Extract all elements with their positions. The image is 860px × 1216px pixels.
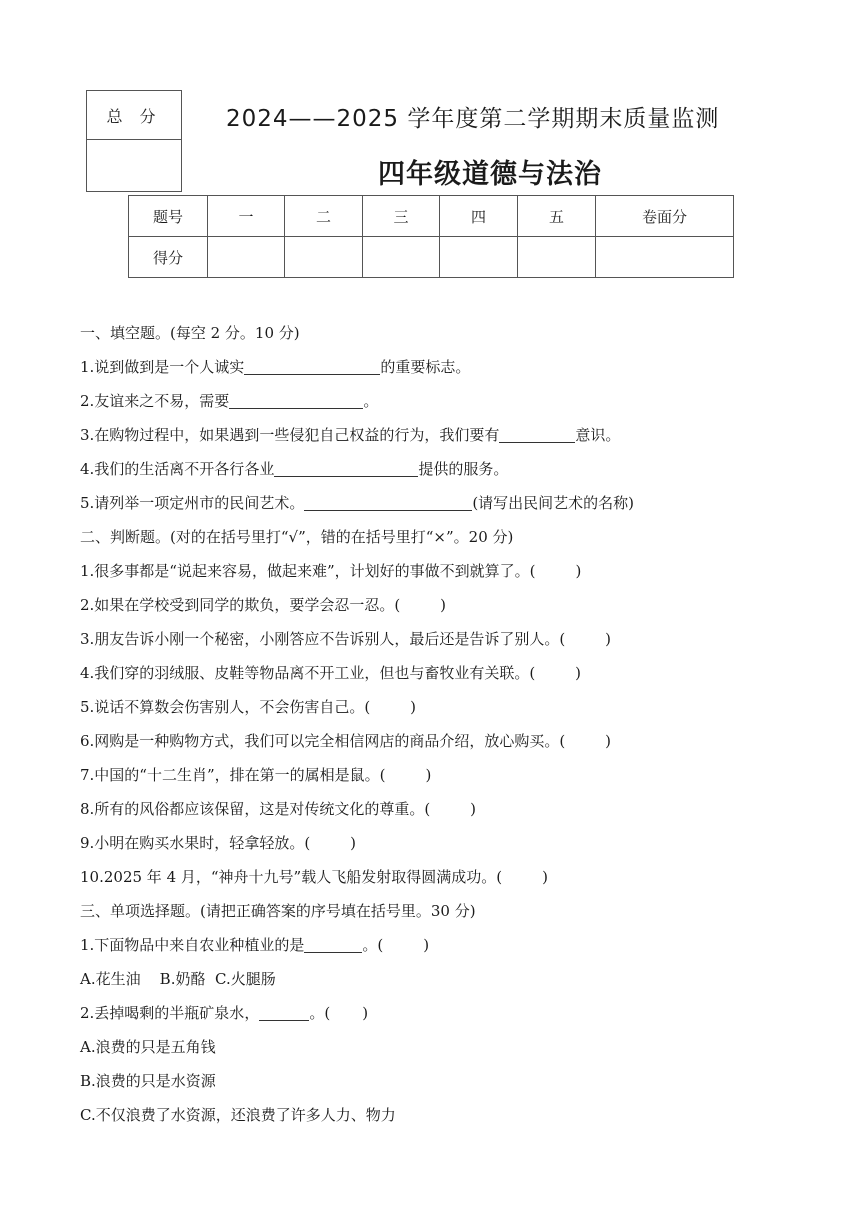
total-score-label: 总 分 <box>87 91 181 140</box>
question-text: 2.如果在学校受到同学的欺负，要学会忍一忍。( <box>80 596 401 614</box>
question-line <box>80 588 820 622</box>
question-text: 10.2025 年 4 月，“神舟十九号”载人飞船发射取得圆满成功。( <box>80 868 503 886</box>
score-cell <box>208 237 285 278</box>
close-paren: ) <box>542 868 548 886</box>
question-line <box>80 928 820 962</box>
question-text: 意识。 <box>575 426 621 444</box>
header-cell: 三 <box>363 196 440 237</box>
score-table-score-row <box>129 237 734 278</box>
question-line <box>80 384 820 418</box>
question-text: 的重要标志。 <box>380 358 471 376</box>
question-text: 1.很多事都是“说起来容易，做起来难”，计划好的事做不到就算了。( <box>80 562 536 580</box>
score-cell <box>596 237 734 278</box>
question-line <box>80 792 820 826</box>
header-cell: 一 <box>208 196 285 237</box>
answer-blank[interactable] <box>304 494 472 511</box>
score-table-header-row <box>129 196 734 237</box>
score-cell <box>363 237 440 278</box>
header-cell: 二 <box>285 196 363 237</box>
close-paren: ) <box>440 596 447 614</box>
section-heading: 二、判断题。(对的在括号里打“√”，错的在括号里打“×”。20 分) <box>80 528 514 546</box>
question-text: 提供的服务。 <box>418 460 509 478</box>
score-table <box>128 195 734 278</box>
score-cell <box>440 237 518 278</box>
question-line <box>80 860 820 894</box>
exam-title: 2024——2025 学年度第二学期期末质量监测 <box>226 106 720 132</box>
question-text: 1.说到做到是一个人诚实 <box>80 358 245 376</box>
question-text: 1.下面物品中来自农业种植业的是 <box>80 936 305 954</box>
question-line <box>80 418 820 452</box>
close-paren: ) <box>423 936 430 954</box>
answer-blank[interactable] <box>259 1004 309 1021</box>
answer-blank[interactable] <box>499 426 575 443</box>
question-text: 4.我们的生活离不开各行各业 <box>80 460 275 478</box>
question-line <box>80 690 820 724</box>
close-paren: ) <box>425 766 432 784</box>
close-paren: ) <box>575 664 582 682</box>
question-text: 5.说话不算数会伤害别人，不会伤害自己。( <box>80 698 371 716</box>
question-text: 。( <box>309 1004 331 1022</box>
score-cell <box>518 237 596 278</box>
question-line <box>80 758 820 792</box>
question-line <box>80 452 820 486</box>
answer-blank[interactable] <box>304 936 362 953</box>
close-paren: ) <box>605 732 612 750</box>
question-content <box>80 316 820 1132</box>
question-line <box>80 724 820 758</box>
question-text: 4.我们穿的羽绒服、皮鞋等物品离不开工业，但也与畜牧业有关联。( <box>80 664 536 682</box>
close-paren: ) <box>410 698 417 716</box>
header-cell: 题号 <box>129 196 208 237</box>
question-line <box>80 656 820 690</box>
section-heading: 一、填空题。(每空 2 分。10 分) <box>80 324 300 342</box>
header-cell: 卷面分 <box>596 196 734 237</box>
close-paren: ) <box>350 834 357 852</box>
question-text: 2.友谊来之不易，需要 <box>80 392 230 410</box>
close-paren: ) <box>362 1004 369 1022</box>
row-label-cell: 得分 <box>129 237 208 278</box>
close-paren: ) <box>605 630 612 648</box>
header-cell: 五 <box>518 196 596 237</box>
answer-blank[interactable] <box>274 460 418 477</box>
question-line <box>80 622 820 656</box>
exam-subtitle: 四年级道德与法治 <box>378 159 602 190</box>
question-text: 2.丢掉喝剩的半瓶矿泉水， <box>80 1004 260 1022</box>
question-text: 8.所有的风俗都应该保留，这是对传统文化的尊重。( <box>80 800 431 818</box>
option-line: A.花生油 B.奶酪 C.火腿肠 <box>80 970 276 988</box>
score-cell <box>285 237 363 278</box>
question-line <box>80 996 820 1030</box>
question-line <box>80 486 820 520</box>
total-score-box <box>86 90 182 192</box>
section-heading: 三、单项选择题。(请把正确答案的序号填在括号里。30 分) <box>80 902 476 920</box>
question-text: 7.中国的“十二生肖”，排在第一的属相是鼠。( <box>80 766 386 784</box>
question-text: 3.在购物过程中，如果遇到一些侵犯自己权益的行为，我们要有 <box>80 426 500 444</box>
close-paren: ) <box>470 800 477 818</box>
question-text: (请写出民间艺术的名称) <box>472 494 635 512</box>
question-text: 5.请列举一项定州市的民间艺术。 <box>80 494 305 512</box>
answer-blank[interactable] <box>244 358 380 375</box>
question-text: 。( <box>362 936 384 954</box>
question-text: 9.小明在购买水果时，轻拿轻放。( <box>80 834 311 852</box>
question-line <box>80 826 820 860</box>
question-text: 。 <box>363 392 379 410</box>
question-line <box>80 350 820 384</box>
option-line: C.不仅浪费了水资源，还浪费了许多人力、物力 <box>80 1106 396 1124</box>
header-cell: 四 <box>440 196 518 237</box>
question-text: 3.朋友告诉小刚一个秘密，小刚答应不告诉别人，最后还是告诉了别人。( <box>80 630 566 648</box>
option-line: B.浪费的只是水资源 <box>80 1072 216 1090</box>
answer-blank[interactable] <box>229 392 363 409</box>
question-line <box>80 554 820 588</box>
option-line: A.浪费的只是五角钱 <box>80 1038 216 1056</box>
question-text: 6.网购是一种购物方式，我们可以完全相信网店的商品介绍，放心购买。( <box>80 732 566 750</box>
close-paren: ) <box>575 562 582 580</box>
